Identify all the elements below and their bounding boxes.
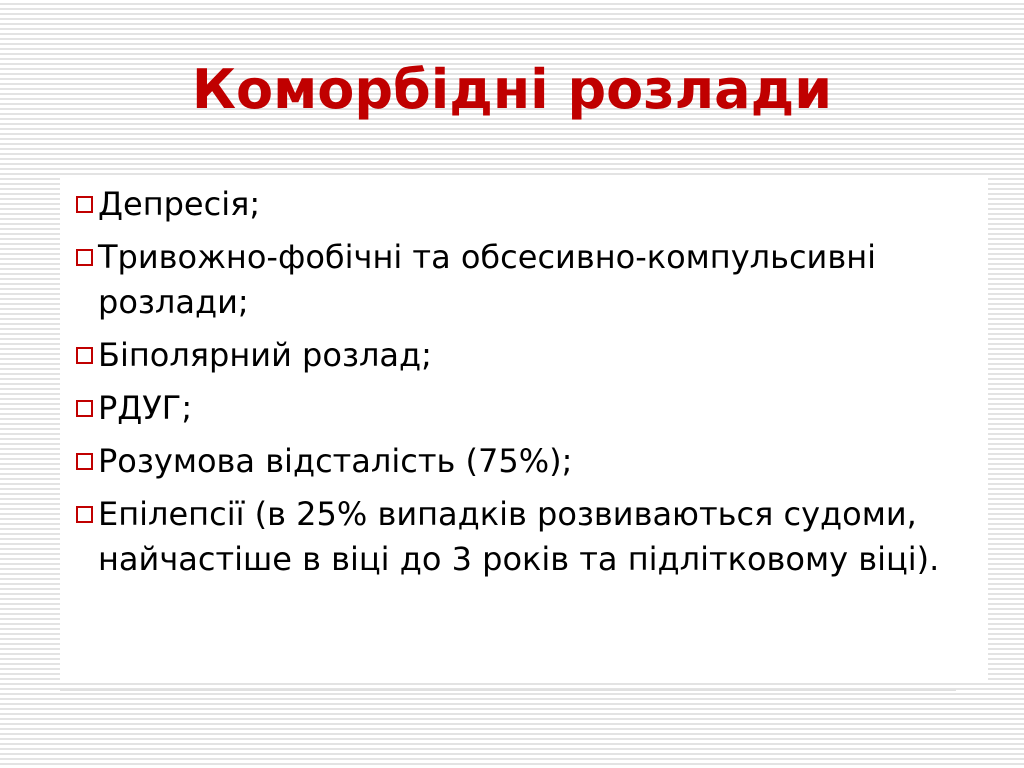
list-item-text: РДУГ; [98, 389, 193, 427]
hollow-square-bullet-icon [76, 400, 93, 417]
hollow-square-bullet-icon [76, 347, 93, 364]
list-item-text: Епілепсії (в 25% випадків розвиваються судоми, найчастіше в віці до 3 років та підлітковому віці). [98, 495, 940, 578]
content-panel [60, 175, 988, 680]
list-item [74, 235, 964, 325]
list-item [74, 386, 964, 431]
bottom-divider [60, 689, 956, 691]
slide-title: Коморбідні розлади [191, 58, 833, 121]
hollow-square-bullet-icon [76, 196, 93, 213]
list-item-text: Тривожно-фобічні та обсесивно-компульсивні розлади; [98, 238, 877, 321]
list-item [74, 492, 964, 582]
bullet-list [74, 182, 964, 590]
list-item [74, 439, 964, 484]
list-item [74, 182, 964, 227]
hollow-square-bullet-icon [76, 453, 93, 470]
list-item [74, 333, 964, 378]
hollow-square-bullet-icon [76, 506, 93, 523]
list-item-text: Депресія; [98, 185, 261, 223]
list-item-text: Розумова відсталість (75%); [98, 442, 573, 480]
hollow-square-bullet-icon [76, 249, 93, 266]
list-item-text: Біполярний розлад; [98, 336, 432, 374]
